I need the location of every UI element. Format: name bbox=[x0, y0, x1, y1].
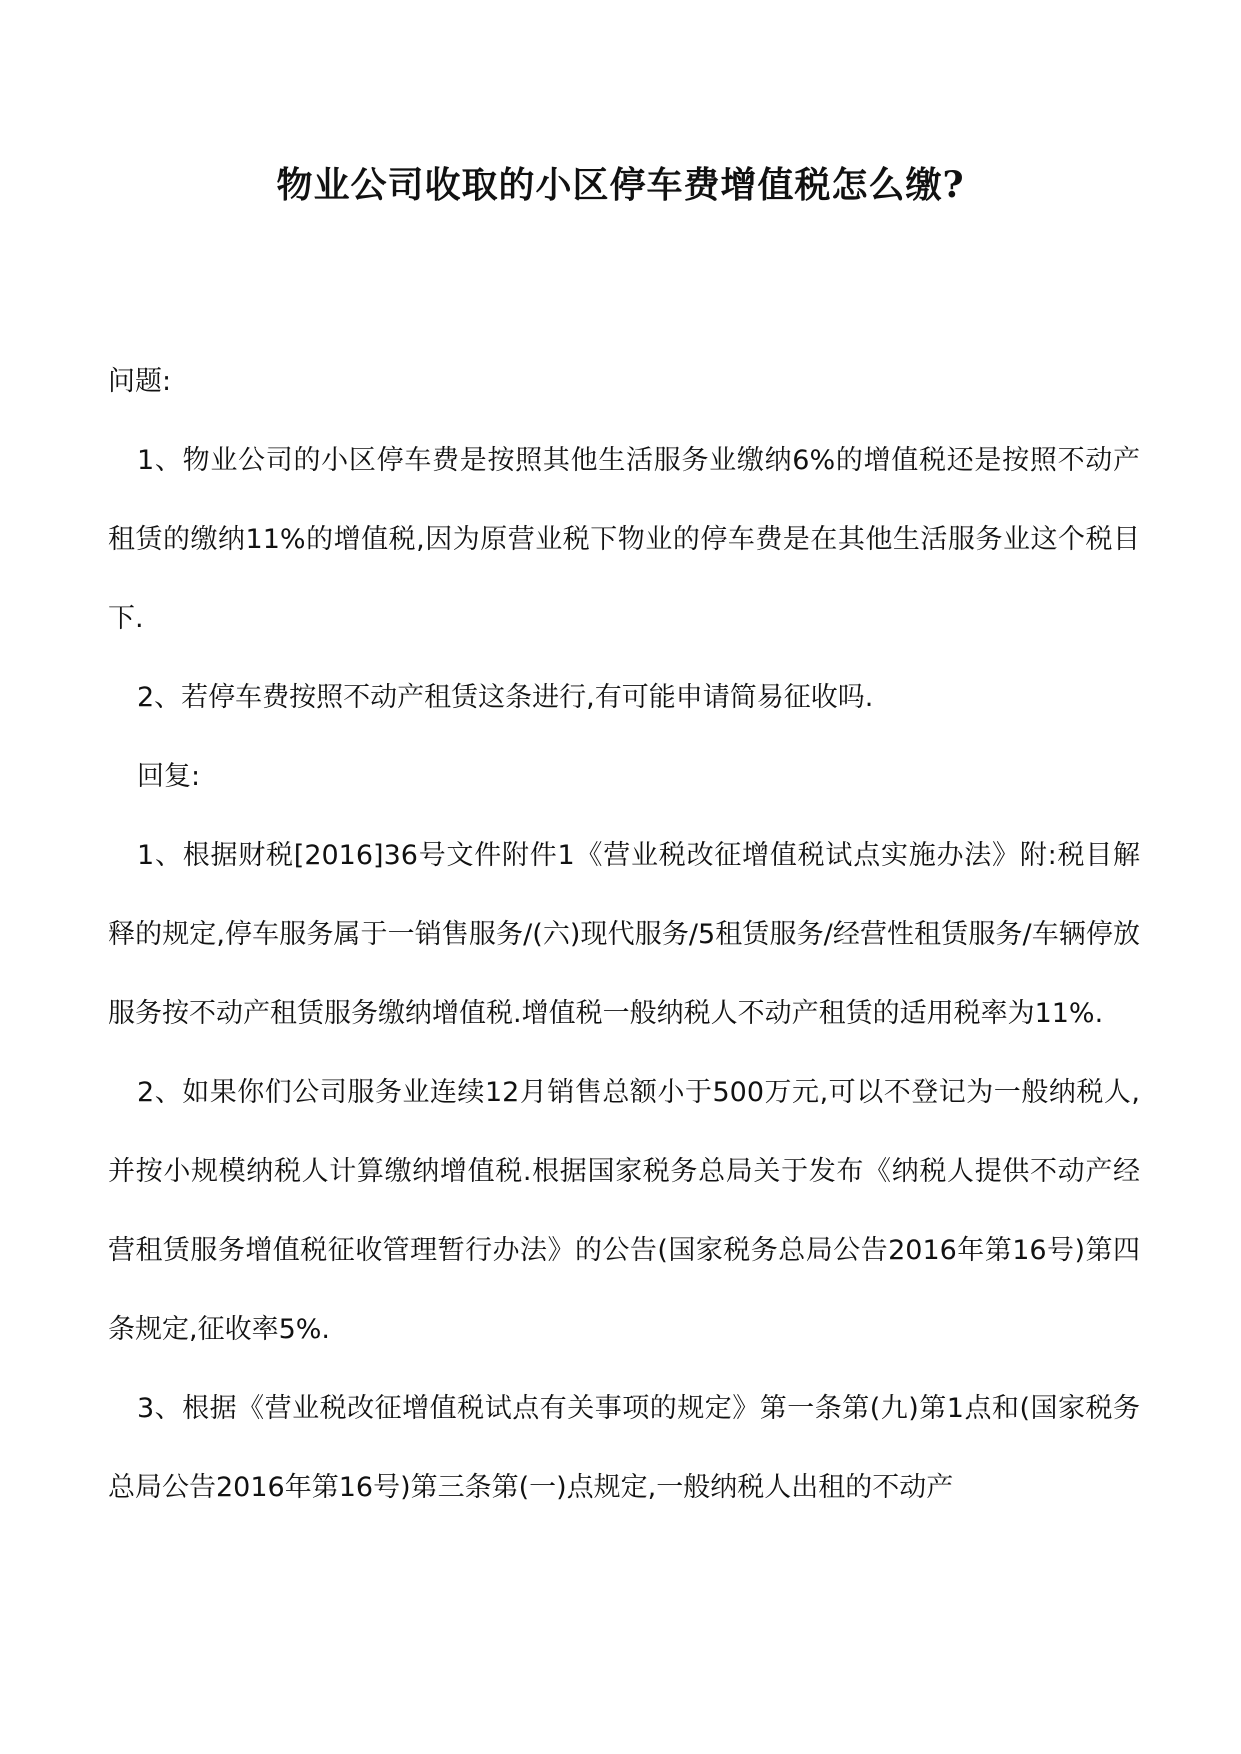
paragraph: 3、根据《营业税改征增值税试点有关事项的规定》第一条第(九)第1点和(国家税务总局公告2016年第16号)第三条第(一)点规定,一般纳税人出租的不动产 bbox=[108, 1393, 1140, 1503]
paragraph: 1、物业公司的小区停车费是按照其他生活服务业缴纳6%的增值税还是按照不动产租赁的缴纳11%的增值税,因为原营业税下物业的停车费是在其他生活服务业这个税目下. bbox=[108, 445, 1140, 634]
paragraph: 1、根据财税[2016]36号文件附件1《营业税改征增值税试点实施办法》附:税目解释的规定,停车服务属于一销售服务/(六)现代服务/5租赁服务/经营性租赁服务/车辆停放服务按不动产租赁服务缴纳增值税.增值税一般纳税人不动产租赁的适用税率为11%. bbox=[108, 840, 1140, 1029]
paragraph: 2、如果你们公司服务业连续12月销售总额小于500万元,可以不登记为一般纳税人,并按小规模纳税人计算缴纳增值税.根据国家税务总局关于发布《纳税人提供不动产经营租赁服务增值税征收管理暂行办法》的公告(国家税务总局公告2016年第16号)第四条规定,征收率5%. bbox=[108, 1077, 1140, 1345]
document-body bbox=[108, 342, 1140, 1527]
paragraph: 2、若停车费按照不动产租赁这条进行,有可能申请简易征收吗. bbox=[137, 682, 874, 713]
document-title: 物业公司收取的小区停车费增值税怎么缴? bbox=[276, 164, 965, 206]
section-heading-reply: 回复: bbox=[137, 761, 201, 792]
section-heading-question: 问题: bbox=[108, 366, 172, 397]
